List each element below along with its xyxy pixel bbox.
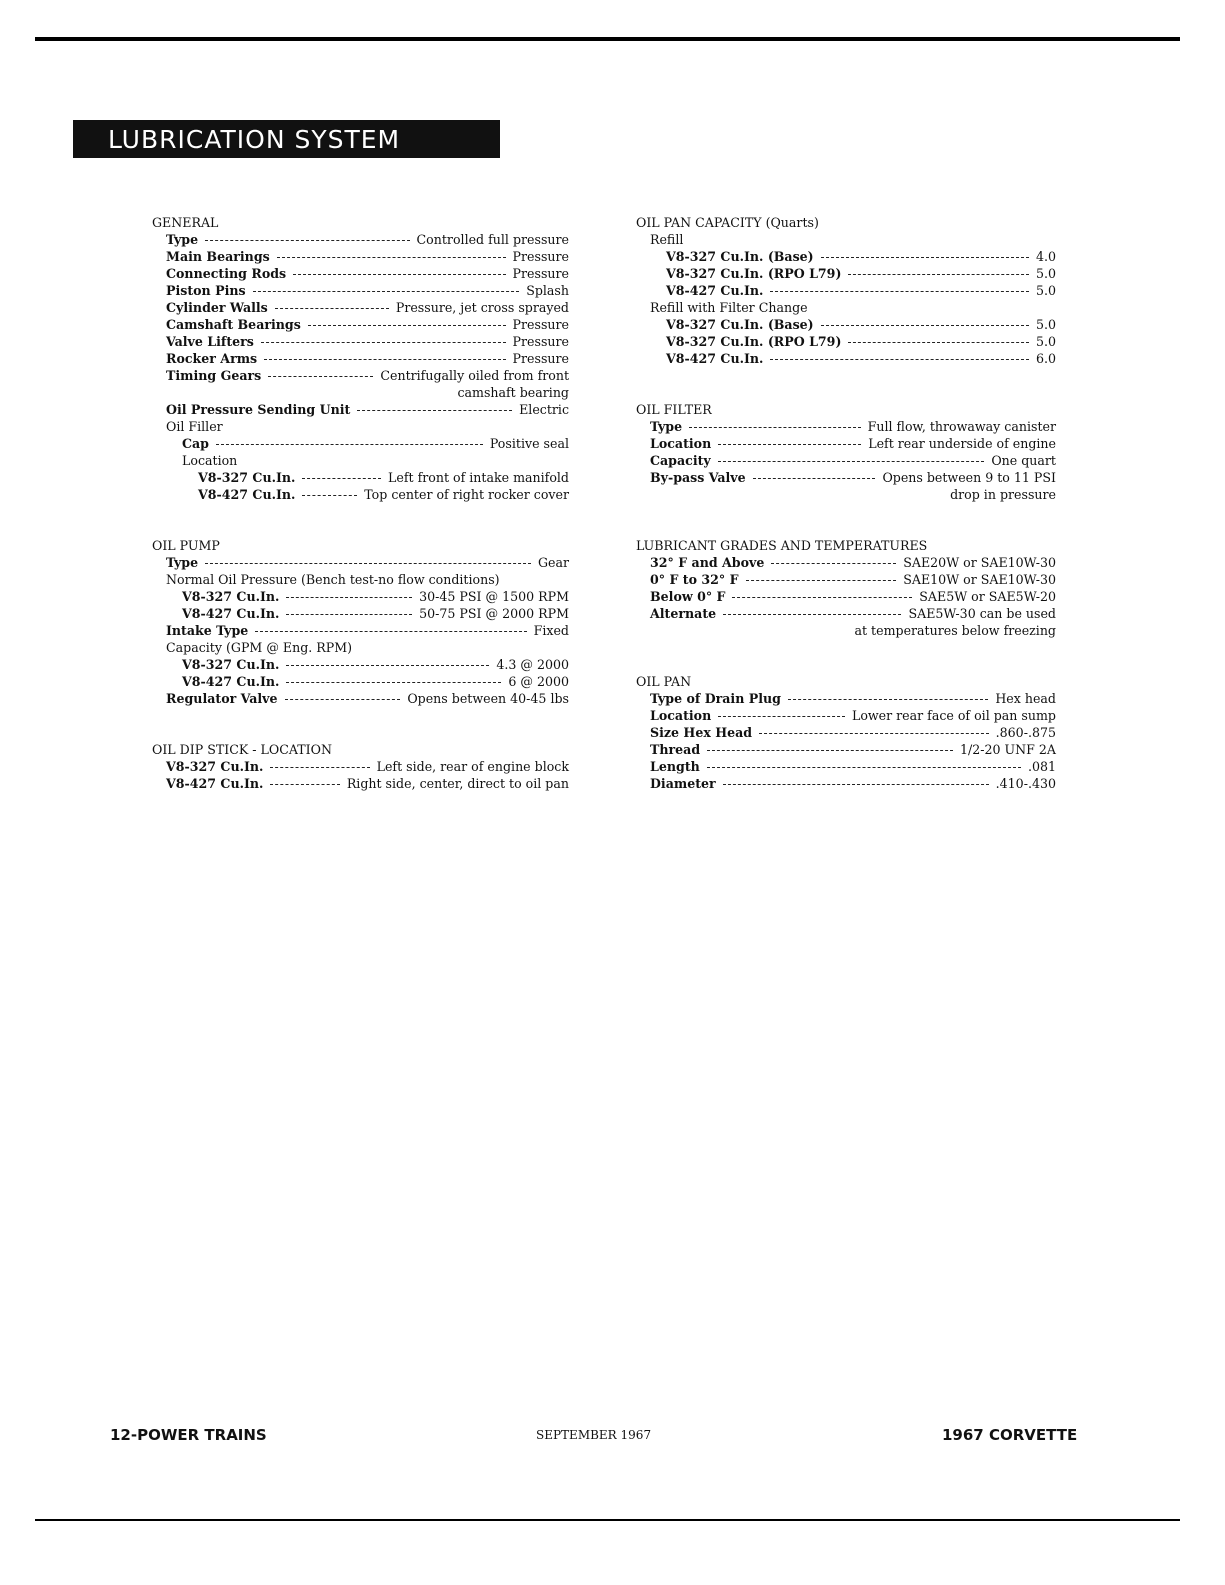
spec-continuation: camshaft bearing xyxy=(457,385,569,400)
spec-row: Cylinder Walls Pressure, jet cross sprayed xyxy=(166,300,569,315)
section-title: OIL PAN xyxy=(636,674,692,689)
section-lubricant xyxy=(636,537,1056,639)
section-oil-pan xyxy=(636,673,1056,792)
spec-subheading: Refill xyxy=(650,232,684,247)
spec-row: V8-427 Cu.In. Right side, center, direct to oil pan xyxy=(166,776,569,791)
spec-row: Piston Pins Splash xyxy=(166,283,569,298)
footer-section-label: 12-POWER TRAINS xyxy=(110,1426,267,1444)
spec-row: V8-327 Cu.In. 4.3 @ 2000 xyxy=(182,657,569,672)
section-title: OIL PAN CAPACITY (Quarts) xyxy=(636,215,819,230)
page-title: LUBRICATION SYSTEM xyxy=(73,120,500,158)
section-title: LUBRICANT GRADES AND TEMPERATURES xyxy=(636,538,928,553)
spec-subheading: Normal Oil Pressure (Bench test-no flow conditions) xyxy=(166,572,500,587)
spec-row: Thread 1/2-20 UNF 2A xyxy=(650,742,1056,757)
spec-row: Main Bearings Pressure xyxy=(166,249,569,264)
spec-row: V8-327 Cu.In. Left side, rear of engine block xyxy=(166,759,569,774)
spec-row: Location Lower rear face of oil pan sump xyxy=(650,708,1056,723)
spec-row: Valve Lifters Pressure xyxy=(166,334,569,349)
spec-row: Capacity One quart xyxy=(650,453,1056,468)
section-title: OIL FILTER xyxy=(636,402,712,417)
spec-row: Rocker Arms Pressure xyxy=(166,351,569,366)
spec-subheading: Capacity (GPM @ Eng. RPM) xyxy=(166,640,353,655)
spec-row: Regulator Valve Opens between 40-45 lbs xyxy=(166,691,569,706)
right-column xyxy=(636,214,1056,826)
spec-row: V8-327 Cu.In. (Base) 4.0 xyxy=(666,249,1056,264)
bottom-rule xyxy=(35,1519,1180,1521)
spec-row: Type Controlled full pressure xyxy=(166,232,569,247)
spec-row: Alternate SAE5W-30 can be used xyxy=(650,606,1056,621)
spec-row: By-pass Valve Opens between 9 to 11 PSI xyxy=(650,470,1056,485)
spec-row: 32° F and Above SAE20W or SAE10W-30 xyxy=(650,555,1056,570)
section-pan-capacity xyxy=(636,214,1056,367)
top-rule xyxy=(35,37,1180,41)
spec-row: V8-327 Cu.In. 30-45 PSI @ 1500 RPM xyxy=(182,589,569,604)
spec-row: V8-427 Cu.In. 6 @ 2000 xyxy=(182,674,569,689)
spec-row: Type Gear xyxy=(166,555,569,570)
spec-subheading: Refill with Filter Change xyxy=(650,300,808,315)
spec-row: Connecting Rods Pressure xyxy=(166,266,569,281)
spec-row: V8-427 Cu.In. 6.0 xyxy=(666,351,1056,366)
spec-row: Type Full flow, throwaway canister xyxy=(650,419,1056,434)
spec-row: Diameter .410-.430 xyxy=(650,776,1056,791)
section-dipstick xyxy=(152,741,569,792)
spec-row: V8-427 Cu.In. 50-75 PSI @ 2000 RPM xyxy=(182,606,569,621)
spec-row: V8-327 Cu.In. (RPO L79) 5.0 xyxy=(666,266,1056,281)
spec-continuation: drop in pressure xyxy=(950,487,1056,502)
spec-continuation: at temperatures below freezing xyxy=(854,623,1056,638)
spec-row: Location Left rear underside of engine xyxy=(650,436,1056,451)
spec-row: Cap Positive seal xyxy=(182,436,569,451)
spec-row: V8-327 Cu.In. (RPO L79) 5.0 xyxy=(666,334,1056,349)
section-title: OIL PUMP xyxy=(152,538,220,553)
section-title: GENERAL xyxy=(152,215,219,230)
left-column xyxy=(152,214,569,826)
spec-row: Length .081 xyxy=(650,759,1056,774)
spec-row: Camshaft Bearings Pressure xyxy=(166,317,569,332)
spec-row: V8-427 Cu.In. Top center of right rocker cover xyxy=(198,487,569,502)
spec-subheading: Location xyxy=(182,453,238,468)
spec-row: 0° F to 32° F SAE10W or SAE10W-30 xyxy=(650,572,1056,587)
footer-model: 1967 CORVETTE xyxy=(942,1426,1078,1444)
spec-row: Size Hex Head .860-.875 xyxy=(650,725,1056,740)
section-general xyxy=(152,214,569,503)
section-oil-pump xyxy=(152,537,569,707)
spec-row: Intake Type Fixed xyxy=(166,623,569,638)
spec-subheading: Oil Filler xyxy=(166,419,223,434)
section-oil-filter xyxy=(636,401,1056,503)
spec-row: V8-327 Cu.In. (Base) 5.0 xyxy=(666,317,1056,332)
spec-row: V8-327 Cu.In. Left front of intake manifold xyxy=(198,470,569,485)
section-title: OIL DIP STICK - LOCATION xyxy=(152,742,332,757)
spec-row: V8-427 Cu.In. 5.0 xyxy=(666,283,1056,298)
spec-row: Oil Pressure Sending Unit Electric xyxy=(166,402,569,417)
spec-row: Type of Drain Plug Hex head xyxy=(650,691,1056,706)
footer-date: SEPTEMBER 1967 xyxy=(536,1428,652,1442)
spec-row: Below 0° F SAE5W or SAE5W-20 xyxy=(650,589,1056,604)
spec-row: Timing Gears Centrifugally oiled from front xyxy=(166,368,569,383)
